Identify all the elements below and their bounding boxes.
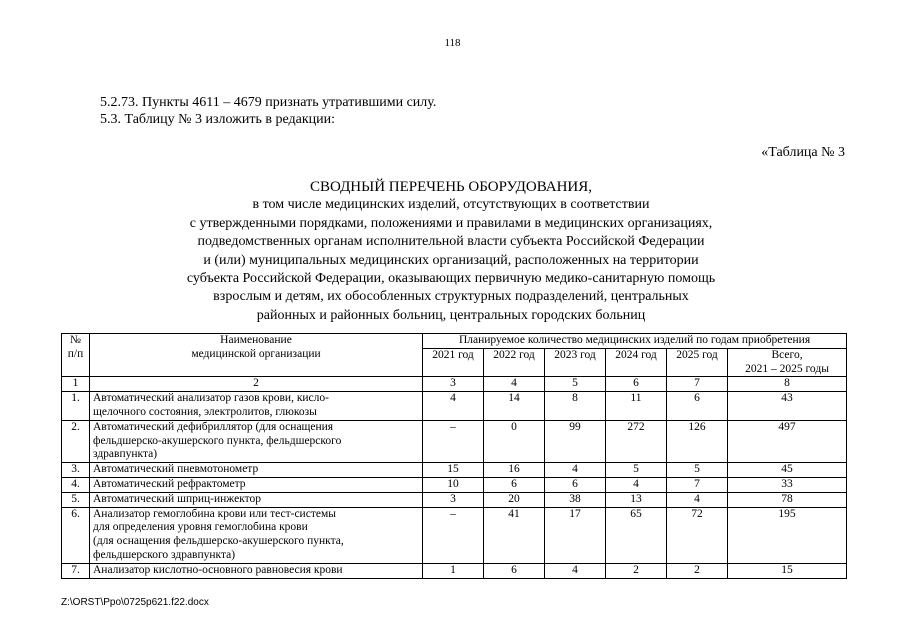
total-cell: 43 xyxy=(728,392,847,421)
total-cell: 497 xyxy=(728,420,847,462)
heading-line: подведомственных органам исполнительной власти субъекта Российской Федерации xyxy=(197,234,705,250)
row-number: 6. xyxy=(62,507,90,563)
header-total: Всего, 2021 – 2025 годы xyxy=(728,348,847,377)
table-row xyxy=(62,392,847,421)
year-quantity-cell: 4 xyxy=(667,492,728,507)
year-quantity-cell: 0 xyxy=(484,420,545,462)
year-quantity-cell: 6 xyxy=(667,392,728,421)
year-quantity-cell: 99 xyxy=(545,420,606,462)
header-name: Наименование медицинской организации xyxy=(90,334,423,377)
year-quantity-cell: 2 xyxy=(667,563,728,578)
heading-line: в том числе медицинских изделий, отсутствующих в соответствии xyxy=(252,197,650,213)
column-number: 2 xyxy=(90,377,423,392)
year-quantity-cell: 10 xyxy=(423,477,484,492)
heading-line: с утвержденными порядками, положениями и правилами в медицинских организациях, xyxy=(189,215,713,231)
year-quantity-cell: 272 xyxy=(606,420,667,462)
equipment-name: Автоматический анализатор газов крови, кисло- щелочного состояния, электролитов, глюкозы xyxy=(90,392,423,421)
year-quantity-cell: 8 xyxy=(545,392,606,421)
equipment-name: Анализатор гемоглобина крови или тест-системы для определения уровня гемоглобина крови (для оснащения фельдшерско-акушерского пункта, фельдшерского здравпункта) xyxy=(90,507,423,563)
table-row xyxy=(62,507,847,563)
year-quantity-cell: 5 xyxy=(667,463,728,478)
table-row xyxy=(62,477,847,492)
column-number: 1 xyxy=(62,377,90,392)
equipment-name: Анализатор кислотно-основного равновесия крови xyxy=(90,563,423,578)
paragraph-item-5-2-73: 5.2.73. Пункты 4611 – 4679 признать утратившими силу. xyxy=(100,95,437,110)
year-quantity-cell: 72 xyxy=(667,507,728,563)
row-number: 3. xyxy=(62,463,90,478)
year-quantity-cell: 65 xyxy=(606,507,667,563)
year-quantity-cell: 6 xyxy=(484,477,545,492)
row-number: 1. xyxy=(62,392,90,421)
total-cell: 45 xyxy=(728,463,847,478)
row-number: 7. xyxy=(62,563,90,578)
row-number: 5. xyxy=(62,492,90,507)
year-quantity-cell: 41 xyxy=(484,507,545,563)
equipment-name: Автоматический рефрактометр xyxy=(90,477,423,492)
year-quantity-cell: – xyxy=(423,507,484,563)
year-quantity-cell: 4 xyxy=(545,563,606,578)
column-number: 4 xyxy=(484,377,545,392)
column-number: 3 xyxy=(423,377,484,392)
year-quantity-cell: 2 xyxy=(606,563,667,578)
heading-title: СВОДНЫЙ ПЕРЕЧЕНЬ ОБОРУДОВАНИЯ, xyxy=(309,179,593,195)
header-year: 2025 год xyxy=(667,348,728,377)
year-quantity-cell: 1 xyxy=(423,563,484,578)
equipment-table xyxy=(61,333,847,579)
header-group: Планируемое количество медицинских изделий по годам приобретения xyxy=(423,334,847,349)
equipment-name: Автоматический пневмотонометр xyxy=(90,463,423,478)
row-number: 2. xyxy=(62,420,90,462)
year-quantity-cell: 16 xyxy=(484,463,545,478)
year-quantity-cell: 17 xyxy=(545,507,606,563)
total-cell: 15 xyxy=(728,563,847,578)
year-quantity-cell: 4 xyxy=(423,392,484,421)
year-quantity-cell: 15 xyxy=(423,463,484,478)
paragraph-item-5-3: 5.3. Таблицу № 3 изложить в редакции: xyxy=(100,112,335,127)
column-number: 5 xyxy=(545,377,606,392)
table-reference: «Таблица № 3 xyxy=(761,145,845,160)
table-header-row xyxy=(62,334,847,349)
year-quantity-cell: 3 xyxy=(423,492,484,507)
table-column-numbers-row xyxy=(62,377,847,392)
header-year: 2024 год xyxy=(606,348,667,377)
year-quantity-cell: 11 xyxy=(606,392,667,421)
year-quantity-cell: 38 xyxy=(545,492,606,507)
total-cell: 195 xyxy=(728,507,847,563)
column-number: 8 xyxy=(728,377,847,392)
table-row xyxy=(62,463,847,478)
year-quantity-cell: 13 xyxy=(606,492,667,507)
year-quantity-cell: 6 xyxy=(484,563,545,578)
row-number: 4. xyxy=(62,477,90,492)
year-quantity-cell: 126 xyxy=(667,420,728,462)
year-quantity-cell: 6 xyxy=(545,477,606,492)
equipment-name: Автоматический шприц-инжектор xyxy=(90,492,423,507)
year-quantity-cell: 14 xyxy=(484,392,545,421)
year-quantity-cell: 7 xyxy=(667,477,728,492)
total-cell: 33 xyxy=(728,477,847,492)
total-cell: 78 xyxy=(728,492,847,507)
year-quantity-cell: – xyxy=(423,420,484,462)
footer-file-path: Z:\ORST\Ppo\0725p621.f22.docx xyxy=(61,597,209,608)
equipment-name: Автоматический дефибриллятор (для оснащения фельдшерско-акушерского пункта, фельдшерского здравпункта) xyxy=(90,420,423,462)
heading-line: субъекта Российской Федерации, оказывающих первичную медико-санитарную помощь xyxy=(186,271,716,287)
header-num: № п/п xyxy=(62,334,90,377)
year-quantity-cell: 4 xyxy=(545,463,606,478)
table-row xyxy=(62,492,847,507)
header-year: 2022 год xyxy=(484,348,545,377)
column-number: 7 xyxy=(667,377,728,392)
heading-line: взрослым и детям, их обособленных структурных подразделений, центральных xyxy=(213,289,689,305)
year-quantity-cell: 20 xyxy=(484,492,545,507)
header-year: 2021 год xyxy=(423,348,484,377)
heading-line: районных и районных больниц, центральных городских больниц xyxy=(256,307,646,323)
header-year: 2023 год xyxy=(545,348,606,377)
table-row xyxy=(62,563,847,578)
table-heading xyxy=(100,178,802,325)
heading-line: и (или) муниципальных медицинских организаций, расположенных на территории xyxy=(203,252,699,268)
table-row xyxy=(62,420,847,462)
column-number: 6 xyxy=(606,377,667,392)
year-quantity-cell: 4 xyxy=(606,477,667,492)
year-quantity-cell: 5 xyxy=(606,463,667,478)
page-number: 118 xyxy=(444,37,461,49)
